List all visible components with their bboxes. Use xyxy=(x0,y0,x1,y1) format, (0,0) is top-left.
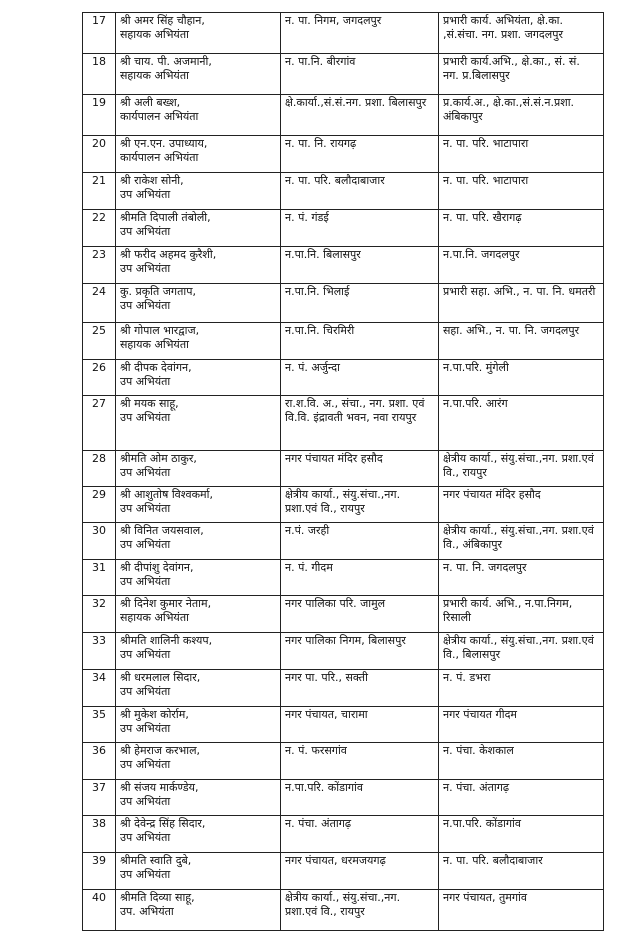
serial-number: 40 xyxy=(83,890,116,931)
table-row xyxy=(83,13,604,54)
serial-number: 31 xyxy=(83,560,116,596)
serial-number: 20 xyxy=(83,136,116,173)
serial-number: 26 xyxy=(83,360,116,396)
officer-name: श्री राकेश सोनी, xyxy=(120,174,184,187)
table-row xyxy=(83,95,604,136)
current-posting: नगर पालिका निगम, बिलासपुर xyxy=(281,633,439,670)
officer-name-cell xyxy=(116,670,281,707)
new-posting: न. पंचा. अंतागढ़ xyxy=(439,780,604,816)
officer-name-cell xyxy=(116,560,281,596)
new-posting: न.पा.परि. आरंग xyxy=(439,396,604,451)
officer-designation: सहायक अभियंता xyxy=(120,611,189,624)
new-posting: प्रभारी कार्य. अभियंता, क्षे.का. ,सं.संचा. नग. प्रशा. जगदलपुर xyxy=(439,13,604,54)
current-posting: न.पा.नि. भिलाई xyxy=(281,284,439,323)
table-row xyxy=(83,670,604,707)
serial-number: 32 xyxy=(83,596,116,633)
new-posting: न.पा.परि. मुंगेली xyxy=(439,360,604,396)
serial-number: 30 xyxy=(83,523,116,560)
officer-name-cell xyxy=(116,173,281,210)
officer-designation: सहायक अभियंता xyxy=(120,28,189,41)
serial-number: 21 xyxy=(83,173,116,210)
officer-name: श्री दीपक देवांगन, xyxy=(120,361,192,374)
new-posting: प्रभारी कार्य. अभि., न.पा.निगम, रिसाली xyxy=(439,596,604,633)
table-row xyxy=(83,523,604,560)
serial-number: 27 xyxy=(83,396,116,451)
new-posting: न.पा.नि. जगदलपुर xyxy=(439,247,604,284)
officer-name: श्री संजय मार्कण्डेय, xyxy=(120,781,199,794)
officer-name-cell xyxy=(116,816,281,853)
current-posting: रा.श.वि. अ., संचा., नग. प्रशा. एवं वि.वि. इंद्रावती भवन, नवा रायपुर xyxy=(281,396,439,451)
officer-name-cell xyxy=(116,523,281,560)
new-posting: नगर पंचायत गीदम xyxy=(439,707,604,743)
officer-designation: उप अभियंता xyxy=(120,502,171,515)
officer-designation: उप अभियंता xyxy=(120,722,171,735)
serial-number: 18 xyxy=(83,54,116,95)
officer-designation: उप अभियंता xyxy=(120,758,171,771)
new-posting: प्रभारी कार्य.अभि., क्षे.का., सं. सं. नग. प्र.बिलासपुर xyxy=(439,54,604,95)
table-row xyxy=(83,780,604,816)
new-posting: न. पंचा. केशकाल xyxy=(439,743,604,780)
officer-name: श्री गोपाल भारद्वाज, xyxy=(120,324,200,337)
officer-name-cell xyxy=(116,633,281,670)
current-posting: नगर पा. परि., सक्ती xyxy=(281,670,439,707)
current-posting: न.पं. जरही xyxy=(281,523,439,560)
officer-name-cell xyxy=(116,247,281,284)
current-posting: न. पंचा. अंतागढ़ xyxy=(281,816,439,853)
officer-designation: उप अभियंता xyxy=(120,466,171,479)
serial-number: 29 xyxy=(83,487,116,523)
officer-designation: उप. अभियंता xyxy=(120,905,174,918)
officer-designation: उप अभियंता xyxy=(120,411,171,424)
officer-name: श्री एन.एन. उपाध्याय, xyxy=(120,137,208,150)
officer-name-cell xyxy=(116,743,281,780)
officer-designation: उप अभियंता xyxy=(120,225,171,238)
officer-designation: उप अभियंता xyxy=(120,188,171,201)
officer-name: श्री अमर सिंह चौहान, xyxy=(120,14,205,27)
officer-name: श्री फरीद अहमद कुरैशी, xyxy=(120,248,217,261)
officer-name: श्री मुकेश कोर्राम, xyxy=(120,708,189,721)
officer-name-cell xyxy=(116,323,281,360)
officer-designation: उप अभियंता xyxy=(120,831,171,844)
table-row xyxy=(83,596,604,633)
serial-number: 39 xyxy=(83,853,116,890)
new-posting: न. पा. परि. बलौदाबाजार xyxy=(439,853,604,890)
current-posting: नगर पंचायत, धरमजयगढ़ xyxy=(281,853,439,890)
serial-number: 17 xyxy=(83,13,116,54)
table-row xyxy=(83,707,604,743)
officer-name: श्री दीपांशु देवांगन, xyxy=(120,561,194,574)
officer-name: श्री चाय. पी. अजमानी, xyxy=(120,55,212,68)
current-posting: नगर पंचायत मंदिर हसौद xyxy=(281,451,439,487)
current-posting: क्षेत्रीय कार्या., संयु.संचा.,नग. प्रशा.एवं वि., रायपुर xyxy=(281,890,439,931)
transfer-table xyxy=(82,12,604,931)
table-row xyxy=(83,210,604,247)
serial-number: 35 xyxy=(83,707,116,743)
officer-name: श्रीमति ओम ठाकुर, xyxy=(120,452,197,465)
new-posting: न.पा.परि. कोंडागांव xyxy=(439,816,604,853)
officer-designation: सहायक अभियंता xyxy=(120,69,189,82)
officer-name-cell xyxy=(116,360,281,396)
serial-number: 22 xyxy=(83,210,116,247)
officer-name-cell xyxy=(116,54,281,95)
officer-name-cell xyxy=(116,284,281,323)
officer-name: श्री मयक साहू, xyxy=(120,397,179,410)
table-row xyxy=(83,247,604,284)
officer-name: कु. प्रकृति जगताप, xyxy=(120,285,196,298)
table-row xyxy=(83,360,604,396)
serial-number: 19 xyxy=(83,95,116,136)
officer-name-cell xyxy=(116,210,281,247)
table-row xyxy=(83,743,604,780)
officer-name: श्री विनित जयसवाल, xyxy=(120,524,204,537)
table-row xyxy=(83,54,604,95)
table-row xyxy=(83,816,604,853)
officer-name-cell xyxy=(116,890,281,931)
officer-name: श्री धरमलाल सिदार, xyxy=(120,671,201,684)
table-row xyxy=(83,487,604,523)
current-posting: न. पं. गंडई xyxy=(281,210,439,247)
table-row xyxy=(83,560,604,596)
current-posting: न. पा. परि. बलौदाबाजार xyxy=(281,173,439,210)
officer-designation: कार्यपालन अभियंता xyxy=(120,110,199,123)
officer-name-cell xyxy=(116,136,281,173)
table-row xyxy=(83,284,604,323)
current-posting: क्षे.कार्या.,सं.सं.नग. प्रशा. बिलासपुर xyxy=(281,95,439,136)
officer-designation: उप अभियंता xyxy=(120,575,171,588)
new-posting: न. पा. नि. जगदलपुर xyxy=(439,560,604,596)
current-posting: क्षेत्रीय कार्या., संयु.संचा.,नग. प्रशा.एवं वि., रायपुर xyxy=(281,487,439,523)
current-posting: न. पा. नि. रायगढ़ xyxy=(281,136,439,173)
officer-name-cell xyxy=(116,780,281,816)
officer-designation: उप अभियंता xyxy=(120,795,171,808)
officer-name-cell xyxy=(116,95,281,136)
table-row xyxy=(83,323,604,360)
officer-name: श्री आशुतोष विश्वकर्मा, xyxy=(120,488,213,501)
officer-name: श्री देवेन्द्र सिंह सिदार, xyxy=(120,817,206,830)
officer-name-cell xyxy=(116,487,281,523)
new-posting: न. पा. परि. खैरागढ़ xyxy=(439,210,604,247)
table-row xyxy=(83,173,604,210)
serial-number: 37 xyxy=(83,780,116,816)
current-posting: न. पं. फरसगांव xyxy=(281,743,439,780)
officer-designation: उप अभियंता xyxy=(120,299,171,312)
officer-name: श्री दिनेश कुमार नेताम, xyxy=(120,597,212,610)
new-posting: न. पा. परि. भाटापारा xyxy=(439,173,604,210)
serial-number: 38 xyxy=(83,816,116,853)
officer-name: श्री हेमराज करभाल, xyxy=(120,744,201,757)
serial-number: 23 xyxy=(83,247,116,284)
serial-number: 34 xyxy=(83,670,116,707)
new-posting: क्षेत्रीय कार्या., संयु.संचा.,नग. प्रशा.एवं वि., बिलासपुर xyxy=(439,633,604,670)
serial-number: 36 xyxy=(83,743,116,780)
officer-name-cell xyxy=(116,13,281,54)
officer-designation: उप अभियंता xyxy=(120,868,171,881)
officer-name-cell xyxy=(116,596,281,633)
current-posting: नगर पंचायत, चारामा xyxy=(281,707,439,743)
new-posting: न. पा. परि. भाटापारा xyxy=(439,136,604,173)
officer-designation: उप अभियंता xyxy=(120,538,171,551)
officer-name: श्रीमति स्वाति दुबे, xyxy=(120,854,192,867)
officer-name-cell xyxy=(116,853,281,890)
new-posting: क्षेत्रीय कार्या., संयु.संचा.,नग. प्रशा.एवं वि., अंबिकापुर xyxy=(439,523,604,560)
officer-designation: उप अभियंता xyxy=(120,262,171,275)
officer-designation: उप अभियंता xyxy=(120,375,171,388)
officer-designation: कार्यपालन अभियंता xyxy=(120,151,199,164)
officer-name: श्रीमति शालिनी कश्यप, xyxy=(120,634,213,647)
new-posting: न. पं. डभरा xyxy=(439,670,604,707)
current-posting: नगर पालिका परि. जामुल xyxy=(281,596,439,633)
officer-name-cell xyxy=(116,451,281,487)
officer-name: श्रीमति दिपाली तंबोली, xyxy=(120,211,211,224)
officer-name-cell xyxy=(116,707,281,743)
officer-name-cell xyxy=(116,396,281,451)
table-row xyxy=(83,633,604,670)
current-posting: न. पं. गीदम xyxy=(281,560,439,596)
new-posting: नगर पंचायत, तुमगांव xyxy=(439,890,604,931)
current-posting: न. पा.नि. बीरगांव xyxy=(281,54,439,95)
serial-number: 28 xyxy=(83,451,116,487)
officer-designation: उप अभियंता xyxy=(120,685,171,698)
table-row xyxy=(83,396,604,451)
current-posting: न.पा.परि. कोंडागांव xyxy=(281,780,439,816)
officer-designation: उप अभियंता xyxy=(120,648,171,661)
current-posting: न.पा.नि. बिलासपुर xyxy=(281,247,439,284)
current-posting: न. पा. निगम, जगदलपुर xyxy=(281,13,439,54)
table-row xyxy=(83,853,604,890)
serial-number: 25 xyxy=(83,323,116,360)
new-posting: प्र.कार्य.अ., क्षे.का.,सं.सं.न.प्रशा. अंबिकापुर xyxy=(439,95,604,136)
officer-designation: सहायक अभियंता xyxy=(120,338,189,351)
table-row xyxy=(83,136,604,173)
serial-number: 33 xyxy=(83,633,116,670)
new-posting: सहा. अभि., न. पा. नि. जगदलपुर xyxy=(439,323,604,360)
officer-name: श्रीमति दिव्या साहू, xyxy=(120,891,195,904)
new-posting: क्षेत्रीय कार्या., संयु.संचा.,नग. प्रशा.एवं वि., रायपुर xyxy=(439,451,604,487)
table-row xyxy=(83,890,604,931)
new-posting: नगर पंचायत मंदिर हसौद xyxy=(439,487,604,523)
table-row xyxy=(83,451,604,487)
transfer-table-body xyxy=(83,13,604,931)
serial-number: 24 xyxy=(83,284,116,323)
officer-name: श्री अली बख्श, xyxy=(120,96,181,109)
new-posting: प्रभारी सहा. अभि., न. पा. नि. धमतरी xyxy=(439,284,604,323)
current-posting: न. पं. अर्जुन्दा xyxy=(281,360,439,396)
current-posting: न.पा.नि. चिरमिरी xyxy=(281,323,439,360)
